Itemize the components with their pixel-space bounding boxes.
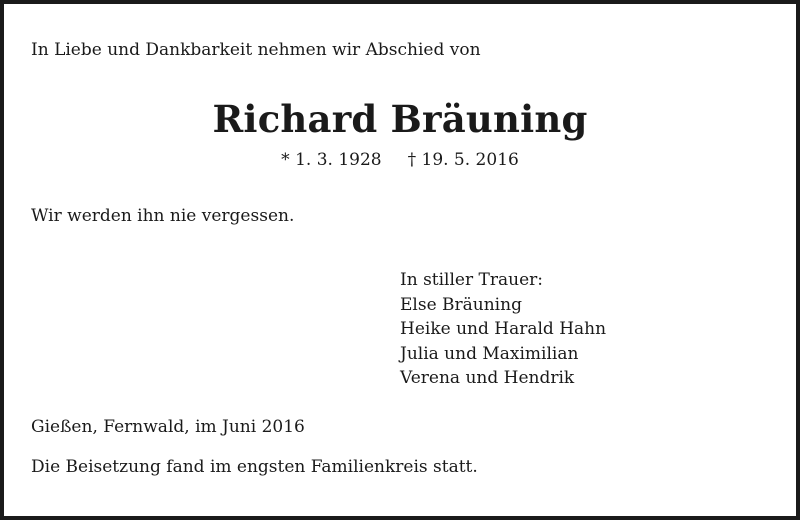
burial-note: Die Beisetzung fand im engsten Familienkreis statt. — [31, 457, 478, 477]
mourning-heading: In stiller Trauer: — [400, 270, 543, 290]
life-dates — [4, 148, 796, 172]
mourner-name: Heike und Harald Hahn — [400, 319, 607, 339]
death-date: † 19. 5. 2016 — [407, 150, 519, 170]
mourners-block — [400, 268, 606, 391]
deceased-name: Richard Bräuning — [212, 97, 588, 141]
mourner-name: Julia und Maximilian — [400, 343, 579, 364]
place-date: Gießen, Fernwald, im Juni 2016 — [31, 417, 305, 437]
remembrance-text: Wir werden ihn nie vergessen. — [31, 206, 295, 226]
mourner-name: Else Bräuning — [400, 294, 522, 315]
birth-date: * 1. 3. 1928 — [281, 150, 382, 170]
mourner-name: Verena und Hendrik — [400, 368, 575, 388]
intro-text: In Liebe und Dankbarkeit nehmen wir Abschied von — [31, 40, 481, 60]
